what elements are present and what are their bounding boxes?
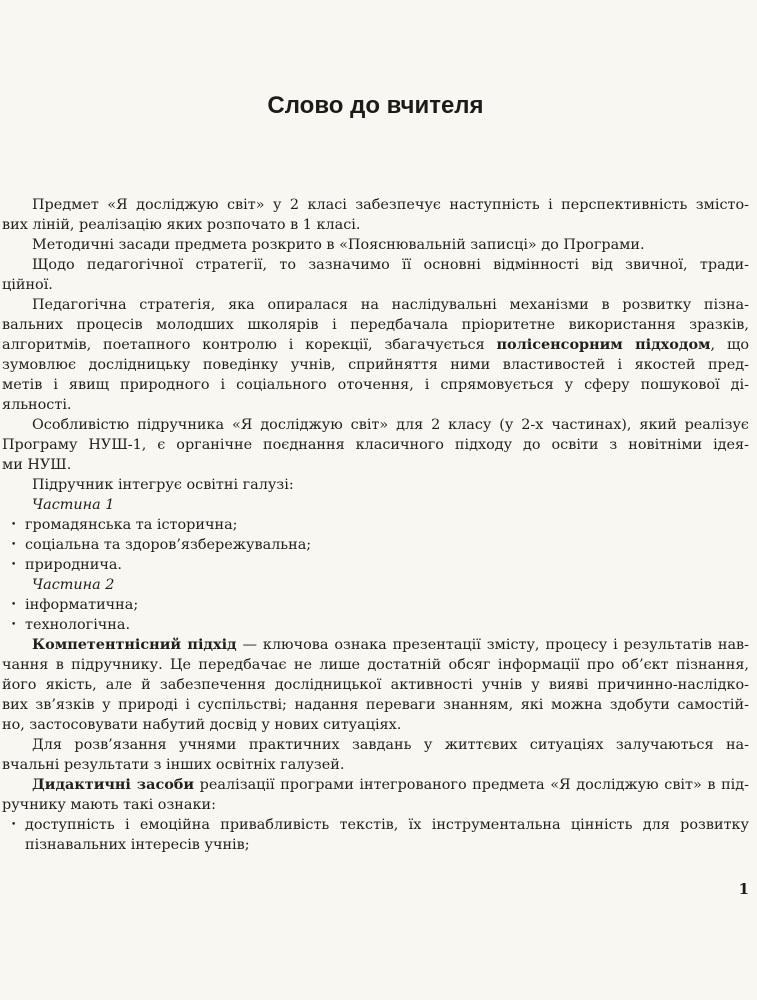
bullet-item: [2, 595, 749, 615]
paragraph: [2, 255, 749, 295]
text-line: но, застосовувати набутий досвід у нових ситуаціях.: [2, 717, 402, 733]
text-line: Для розв’язання учнями практичних завдань у життєвих ситуаціях залучаються на-: [32, 737, 749, 753]
text-line: чання в підручнику. Це передбачає не лише достатній обсяг інформації про об’єкт пізнання,: [2, 657, 749, 673]
bullet-icon: •: [11, 820, 17, 830]
paragraph: [2, 295, 749, 415]
text-line: вих зв’язків у природі і суспільстві; надання переваги знанням, які можна здобути самостій-: [2, 697, 749, 713]
text-line: Частина 1: [32, 497, 115, 513]
text-line: Особливістю підручника «Я досліджую світ» для 2 класу (у 2-х частинах), який реалізує: [32, 417, 749, 433]
bullet-icon: •: [11, 620, 17, 630]
paragraph: [2, 735, 749, 775]
text-line: метів і явищ природного і соціального оточення, і спрямовується у сферу пошукової ді-: [2, 377, 749, 393]
bullet-item: [2, 535, 749, 555]
bullet-icon: •: [11, 520, 17, 530]
text-line: Програму НУШ-1, є органічне поєднання класичного підходу до освіти з новітніми ідея-: [2, 437, 749, 453]
text-line: вих ліній, реалізацію яких розпочато в 1 класі.: [2, 217, 361, 233]
paragraph: [2, 775, 749, 815]
paragraph: [2, 475, 749, 495]
paragraph: [2, 415, 749, 475]
text-line: ручнику мають такі ознаки:: [2, 797, 216, 813]
paragraph: [2, 635, 749, 735]
text-line: Частина 2: [32, 577, 115, 593]
paragraph: [2, 235, 749, 255]
part-heading: [2, 575, 749, 595]
text-line: технологічна.: [25, 617, 131, 633]
text-line: вальних процесів молодших школярів і передбачала пріоритетне використання зразків,: [2, 317, 749, 333]
text-line: громадянська та історична;: [25, 517, 238, 533]
text-line: Предмет «Я досліджую світ» у 2 класі забезпечує наступність і перспективність змісто-: [32, 197, 749, 213]
text-line: вчальні результати з інших освітніх галузей.: [2, 757, 345, 773]
bullet-item: [2, 555, 749, 575]
bullet-icon: •: [11, 540, 17, 550]
text-line: соціальна та здоров’язбережувальна;: [25, 537, 312, 553]
bullet-icon: •: [11, 600, 17, 610]
bullet-icon: •: [11, 560, 17, 570]
text-line: ми НУШ.: [2, 457, 72, 473]
bullet-item: [2, 515, 749, 535]
text-line: алгоритмів, поетапного контролю і корекції, збагачується полісенсорним підходом, що: [2, 336, 749, 353]
paragraph: [2, 195, 749, 235]
text-line: зумовлює дослідницьку поведінку учнів, сприйняття ними властивостей і якостей пред-: [2, 357, 749, 373]
text-line: Методичні засади предмета розкрито в «Пояснювальній записці» до Програми.: [32, 237, 645, 253]
text-line: Щодо педагогічної стратегії, то зазначимо її основні відмінності від звичної, тради-: [32, 257, 749, 273]
text-line: пізнавальних інтересів учнів;: [25, 837, 250, 853]
page-title: Слово до вчителя: [267, 92, 484, 119]
text-line: Педагогічна стратегія, яка опиралася на наслідувальні механізми в розвитку пізна-: [32, 297, 749, 313]
part-heading: [2, 495, 749, 515]
body-text: [2, 195, 749, 855]
bullet-item: [2, 615, 749, 635]
text-line: Дидактичні засоби реалізації програми інтегрованого предмета «Я досліджую світ» в під-: [32, 776, 749, 793]
text-line: Підручник інтегрує освітні галузі:: [32, 477, 294, 493]
text-line: його якість, але й забезпечення дослідницької активності учнів у вияві причинно-наслідко-: [2, 677, 749, 693]
text-line: природнича.: [25, 557, 122, 573]
bullet-item: [2, 815, 749, 855]
text-line: доступність і емоційна привабливість текстів, їх інструментальна цінність для розвитку: [25, 817, 749, 833]
text-line: яльності.: [2, 397, 72, 413]
page-number: 1: [738, 880, 749, 898]
text-line: інформатична;: [25, 597, 139, 613]
text-line: ційної.: [2, 277, 53, 293]
text-line: Компетентнісний підхід — ключова ознака презентації змісту, процесу і результатів нав-: [32, 636, 749, 653]
